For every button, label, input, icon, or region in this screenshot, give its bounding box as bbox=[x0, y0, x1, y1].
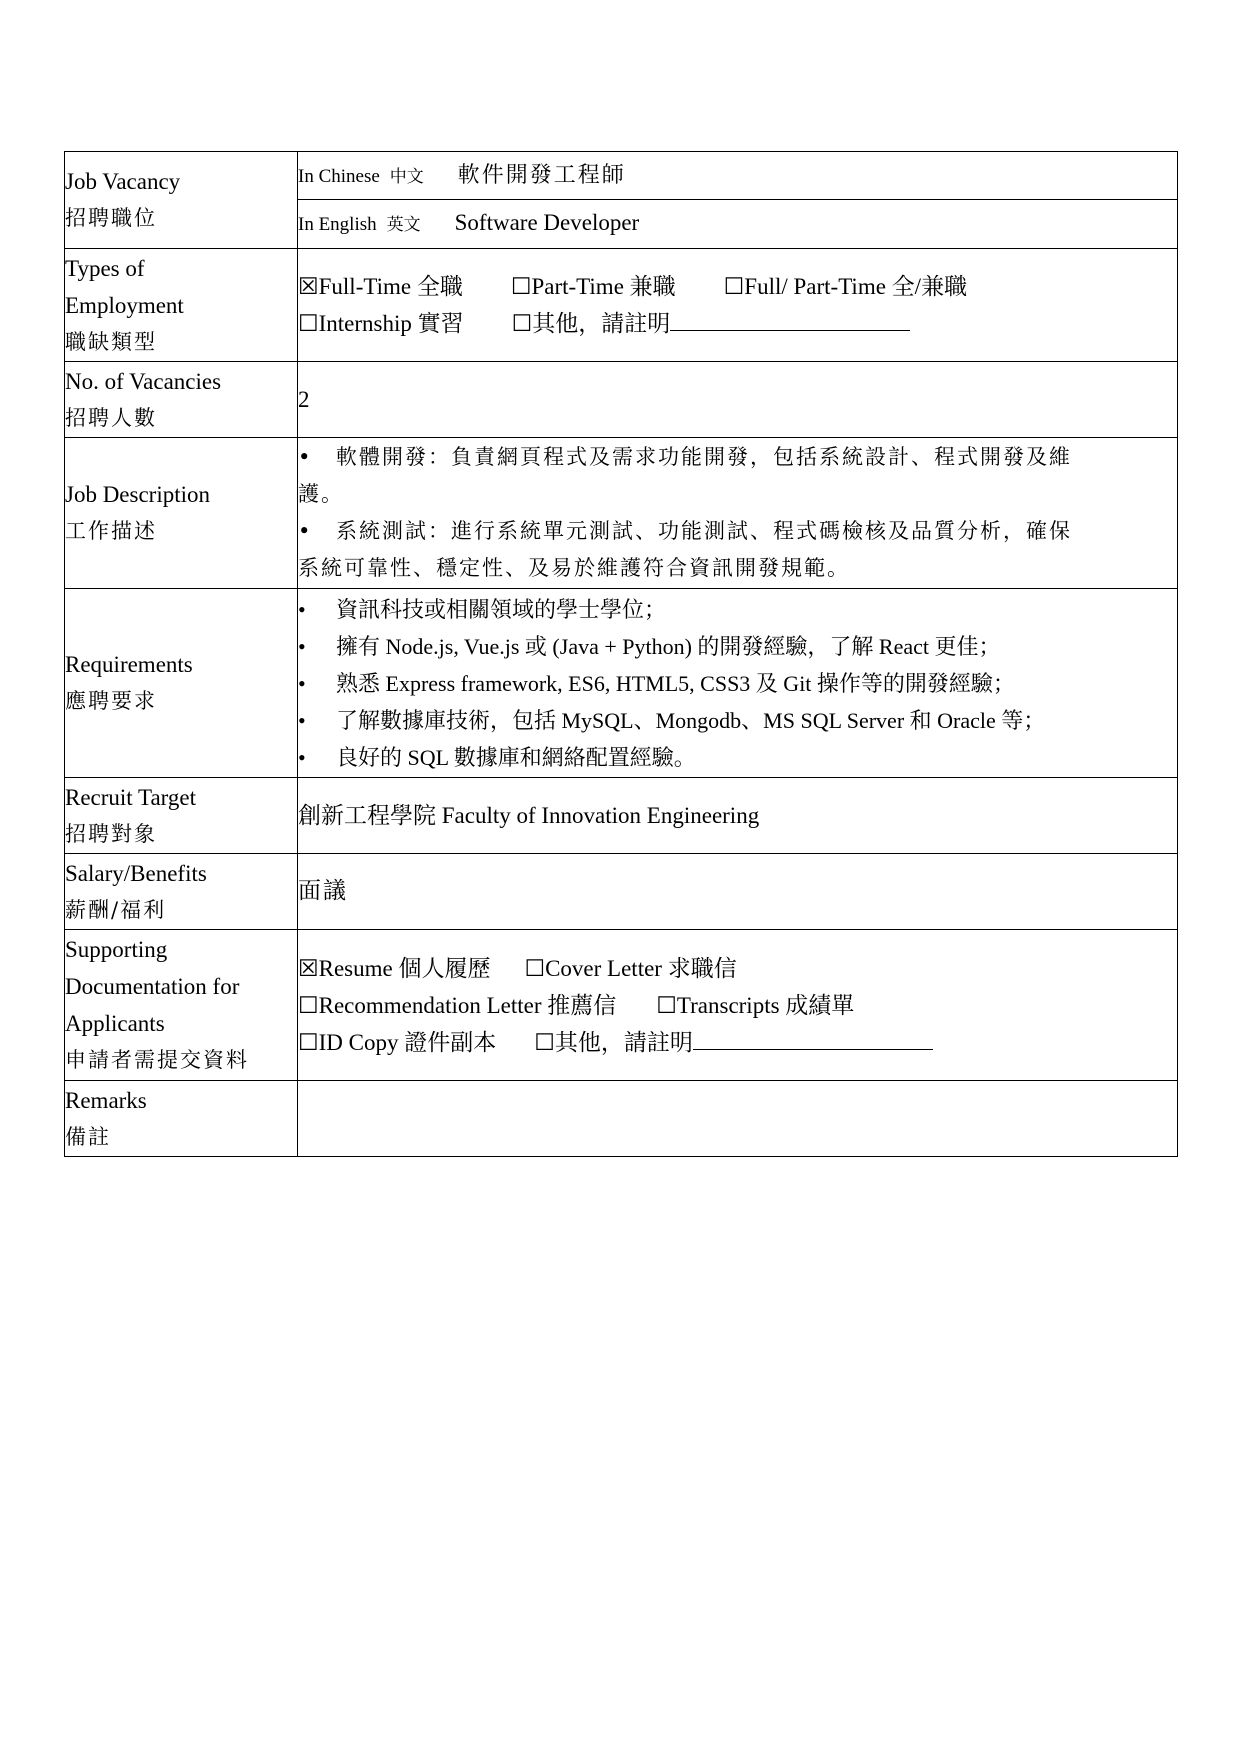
other-specify-blank[interactable] bbox=[670, 308, 910, 331]
chinese-lang-label: In Chinese bbox=[298, 165, 380, 187]
salary-value: 面議 bbox=[298, 854, 1178, 930]
job-vacancy-label-cell bbox=[65, 152, 298, 249]
list-item bbox=[298, 702, 1177, 739]
option-internship[interactable]: ☐Internship 實習 bbox=[298, 311, 464, 336]
remarks-label-zh: 備註 bbox=[65, 1124, 111, 1149]
job-posting-form bbox=[64, 151, 1178, 1157]
documents-label-zh: 申請者需提交資料 bbox=[65, 1048, 249, 1072]
employment-type-options bbox=[298, 249, 1178, 362]
option-other[interactable]: ☐其他，請註明 bbox=[511, 311, 671, 336]
vacancies-label-cell bbox=[65, 362, 298, 438]
requirement-4: 了解數據庫技術，包括 MySQL、Mongodb、MS SQL Server 和 Oracle 等； bbox=[336, 707, 1046, 733]
employment-type-label-cell bbox=[65, 249, 298, 362]
salary-label-cell bbox=[65, 854, 298, 930]
description-item-2-first: 系統測試：進行系統單元測試、功能測試、程式碼檢核及品質分析，確保 bbox=[336, 519, 1072, 543]
vacancies-label-zh: 招聘人數 bbox=[65, 405, 157, 430]
salary-label-zh: 薪酬/福利 bbox=[65, 897, 167, 922]
job-title-chinese: 軟件開發工程師 bbox=[457, 162, 626, 188]
job-vacancy-label-zh: 招聘職位 bbox=[65, 206, 157, 230]
english-lang-label-zh: 英文 bbox=[386, 215, 421, 235]
description-list bbox=[298, 438, 1178, 589]
employment-type-label-en-2: Employment bbox=[65, 292, 184, 318]
option-full-part-time[interactable]: ☐Full/ Part-Time 全/兼職 bbox=[723, 274, 968, 299]
bullet-mark: • bbox=[298, 707, 306, 733]
vacancies-value: 2 bbox=[298, 362, 1178, 438]
remarks-label-en: Remarks bbox=[65, 1087, 147, 1113]
employment-type-label-zh: 職缺類型 bbox=[65, 329, 157, 354]
documents-label-en-2: Documentation for bbox=[65, 974, 240, 999]
bullet-mark: • bbox=[298, 445, 313, 469]
list-item bbox=[298, 665, 1177, 702]
list-item bbox=[298, 513, 1177, 550]
list-item bbox=[298, 628, 1177, 665]
list-item bbox=[298, 591, 1177, 628]
recruit-target-value: 創新工程學院 Faculty of Innovation Engineering bbox=[298, 778, 1178, 854]
requirements-label-zh: 應聘要求 bbox=[65, 689, 157, 713]
option-other-wrap bbox=[512, 305, 911, 342]
documents-label-cell bbox=[65, 930, 298, 1081]
bullet-mark: • bbox=[298, 670, 306, 696]
bullet-mark: • bbox=[298, 519, 313, 543]
requirement-1: 資訊科技或相關領域的學士學位； bbox=[336, 596, 667, 622]
list-item bbox=[298, 739, 1177, 776]
bullet-mark: • bbox=[298, 596, 306, 622]
requirements-list bbox=[298, 589, 1178, 778]
recruit-target-label-en: Recruit Target bbox=[65, 784, 197, 810]
option-full-time[interactable]: ☒Full-Time 全職 bbox=[298, 274, 463, 299]
description-item-2-rest: 系統可靠性、穩定性、及易於維護符合資訊開發規範。 bbox=[298, 556, 850, 580]
description-label-zh: 工作描述 bbox=[65, 519, 157, 543]
bullet-mark: • bbox=[298, 744, 306, 770]
recruit-target-label-zh: 招聘對象 bbox=[65, 821, 157, 846]
job-title-english: Software Developer bbox=[454, 210, 640, 235]
requirements-label-en: Requirements bbox=[65, 652, 193, 677]
description-item-1-first: 軟體開發：負責網頁程式及需求功能開發，包括系統設計、程式開發及維 bbox=[336, 445, 1072, 469]
employment-type-label-en-1: Types of bbox=[65, 255, 145, 281]
remarks-value[interactable] bbox=[298, 1081, 1178, 1157]
documents-options bbox=[298, 930, 1178, 1081]
job-vacancy-chinese-cell bbox=[298, 152, 1178, 200]
job-vacancy-english-cell bbox=[298, 200, 1178, 249]
salary-label-en: Salary/Benefits bbox=[65, 860, 207, 886]
bullet-mark: • bbox=[298, 633, 306, 659]
description-item-1-rest: 護。 bbox=[298, 482, 344, 506]
recruit-target-label-cell bbox=[65, 778, 298, 854]
english-lang-label: In English bbox=[298, 214, 377, 235]
option-cover-letter[interactable]: ☐Cover Letter 求職信 bbox=[524, 955, 737, 981]
description-label-cell bbox=[65, 438, 298, 589]
requirement-5: 良好的 SQL 數據庫和網絡配置經驗。 bbox=[336, 744, 696, 770]
option-other-docs-wrap bbox=[534, 1024, 933, 1061]
option-id-copy[interactable]: ☐ID Copy 證件副本 bbox=[298, 1029, 497, 1055]
requirement-3: 熟悉 Express framework, ES6, HTML5, CSS3 及 Git 操作等的開發經驗； bbox=[336, 670, 1015, 696]
option-other-docs[interactable]: ☐其他，請註明 bbox=[534, 1029, 693, 1055]
option-recommendation-letter[interactable]: ☐Recommendation Letter 推薦信 bbox=[298, 992, 617, 1018]
option-part-time[interactable]: ☐Part-Time 兼職 bbox=[510, 274, 676, 299]
requirement-2: 擁有 Node.js, Vue.js 或 (Java + Python) 的開發經驗，了解 React 更佳； bbox=[336, 633, 1001, 659]
vacancies-label-en: No. of Vacancies bbox=[65, 368, 222, 394]
documents-label-en-1: Supporting bbox=[65, 937, 168, 962]
option-resume[interactable]: ☒Resume 個人履歷 bbox=[298, 955, 491, 981]
remarks-label-cell bbox=[65, 1081, 298, 1157]
requirements-label-cell bbox=[65, 589, 298, 778]
documents-label-en-3: Applicants bbox=[65, 1011, 165, 1036]
job-vacancy-label-en: Job Vacancy bbox=[65, 169, 181, 194]
chinese-lang-label-zh: 中文 bbox=[389, 166, 424, 187]
other-docs-specify-blank[interactable] bbox=[693, 1027, 933, 1050]
description-label-en: Job Description bbox=[65, 482, 211, 507]
list-item bbox=[298, 439, 1177, 476]
option-transcripts[interactable]: ☐Transcripts 成績單 bbox=[656, 992, 855, 1018]
